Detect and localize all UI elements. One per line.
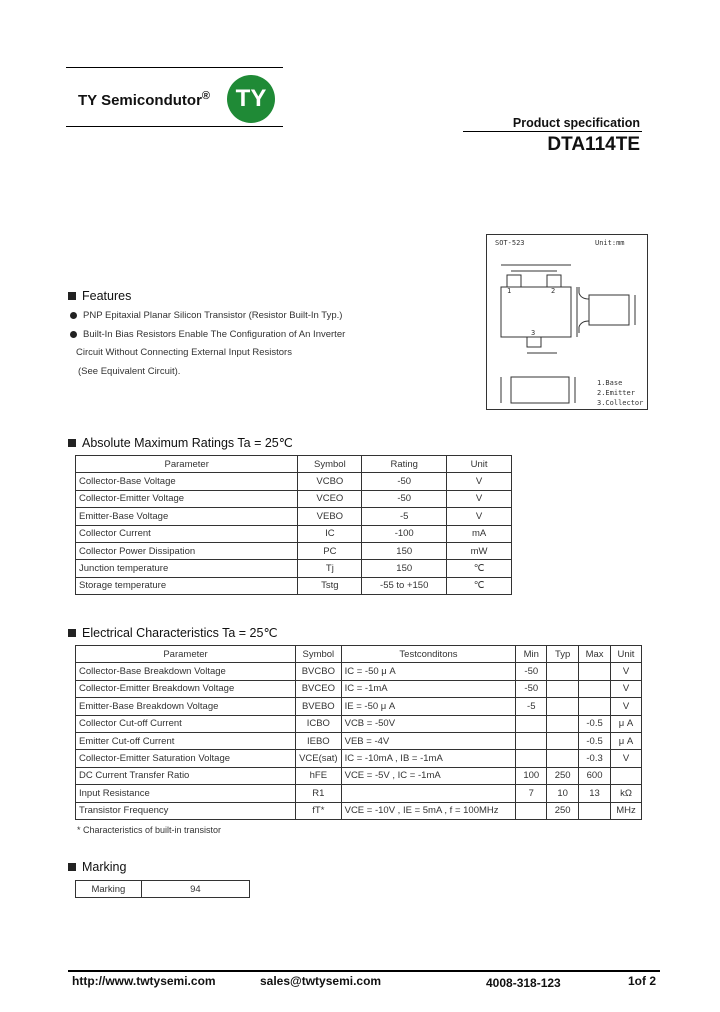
table-cell: Tj	[298, 560, 362, 577]
table-cell: 250	[547, 802, 579, 819]
table-cell: Emitter-Base Voltage	[76, 508, 298, 525]
pin-2-label: 2.Emitter	[597, 389, 635, 397]
table-cell	[547, 732, 579, 749]
section-bullet-icon	[68, 439, 76, 447]
footer-email[interactable]: sales@twtysemi.com	[260, 974, 382, 988]
table-cell: BVCBO	[296, 663, 342, 680]
marking-heading: Marking	[68, 860, 126, 874]
product-spec-label: Product specification	[512, 116, 640, 130]
table-cell: VCE = -10V , IE = 5mA , f = 100MHz	[341, 802, 516, 819]
table-cell: 10	[547, 785, 579, 802]
pin-3-label: 3.Collector	[597, 399, 644, 407]
table-cell: VEBO	[298, 508, 362, 525]
table-cell: VCEO	[298, 490, 362, 507]
table-cell: BVEBO	[296, 698, 342, 715]
table-cell: 150	[362, 560, 447, 577]
table-cell: mW	[447, 542, 512, 559]
table-cell: 100	[516, 767, 547, 784]
table-cell: Tstg	[298, 577, 362, 594]
table-cell	[547, 750, 579, 767]
table-cell: Emitter Cut-off Current	[76, 732, 296, 749]
table-cell: BVCEO	[296, 680, 342, 697]
feature-item-2: Built-In Bias Resistors Enable The Configuration of An Inverter	[70, 329, 345, 340]
table-row	[76, 785, 642, 802]
table-cell: VEB = -4V	[341, 732, 516, 749]
table-cell	[579, 802, 611, 819]
table-cell: IC = -10mA , IB = -1mA	[341, 750, 516, 767]
column-header: Parameter	[76, 456, 298, 473]
table-cell	[579, 680, 611, 697]
brand-name: TY Semicondutor®	[78, 90, 211, 109]
table-row	[76, 680, 642, 697]
svg-text:1: 1	[507, 287, 512, 295]
table-row	[76, 508, 512, 525]
table-cell: VCE(sat)	[296, 750, 342, 767]
section-bullet-icon	[68, 292, 76, 300]
footer-phone: 4008-318-123	[486, 976, 561, 990]
table-cell	[516, 802, 547, 819]
table-cell: IC = -50 μ A	[341, 663, 516, 680]
table-cell: Collector-Base Voltage	[76, 473, 298, 490]
table-cell: -0.5	[579, 732, 611, 749]
table-cell: Collector Current	[76, 525, 298, 542]
table-row	[76, 881, 250, 898]
feature-item-1: PNP Epitaxial Planar Silicon Transistor (Resistor Built-In Typ.)	[70, 310, 342, 321]
table-cell: -50	[516, 680, 547, 697]
footer-page: 1of 2	[628, 974, 657, 988]
package-side-view-icon	[493, 375, 583, 407]
table-row	[76, 715, 642, 732]
table-row	[76, 525, 512, 542]
table-cell: 13	[579, 785, 611, 802]
table-cell: 7	[516, 785, 547, 802]
table-cell	[516, 715, 547, 732]
table-cell: IC = -1mA	[341, 680, 516, 697]
table-cell: Collector-Base Breakdown Voltage	[76, 663, 296, 680]
table-cell: V	[611, 698, 642, 715]
feature-continuation-1: Circuit Without Connecting External Input Resistors	[76, 347, 292, 358]
section-bullet-icon	[68, 863, 76, 871]
feature-bullet-icon	[70, 331, 77, 338]
table-cell: Collector Cut-off Current	[76, 715, 296, 732]
table-cell: kΩ	[611, 785, 642, 802]
column-header: Typ	[547, 646, 579, 663]
table-cell: PC	[298, 542, 362, 559]
table-cell: 150	[362, 542, 447, 559]
table-cell	[579, 663, 611, 680]
table-cell: Transistor Frequency	[76, 802, 296, 819]
table-cell	[579, 698, 611, 715]
pin-1-label: 1.Base	[597, 379, 623, 387]
table-cell: -0.3	[579, 750, 611, 767]
table-cell: -50	[362, 473, 447, 490]
table-cell: Junction temperature	[76, 560, 298, 577]
table-row	[76, 750, 642, 767]
marking-table	[75, 880, 250, 898]
table-cell: Collector-Emitter Voltage	[76, 490, 298, 507]
column-header: Testconditons	[341, 646, 516, 663]
feature-continuation-2: (See Equivalent Circuit).	[78, 366, 181, 377]
table-cell: Storage temperature	[76, 577, 298, 594]
table-row	[76, 490, 512, 507]
table-cell: 250	[547, 767, 579, 784]
package-name: SOT-523	[495, 239, 525, 247]
table-cell: V	[447, 490, 512, 507]
table-cell: Emitter-Base Breakdown Voltage	[76, 698, 296, 715]
table-cell: Collector Power Dissipation	[76, 542, 298, 559]
table-cell: V	[447, 508, 512, 525]
table-cell: -5	[362, 508, 447, 525]
elec-table	[75, 645, 642, 820]
table-row	[76, 560, 512, 577]
section-bullet-icon	[68, 629, 76, 637]
table-cell: IE = -50 μ A	[341, 698, 516, 715]
feature-bullet-icon	[70, 312, 77, 319]
svg-text:2: 2	[551, 287, 556, 295]
table-row	[76, 802, 642, 819]
package-drawing	[486, 234, 648, 410]
abs-max-table	[75, 455, 512, 595]
marking-label: Marking	[76, 881, 142, 898]
table-row	[76, 542, 512, 559]
table-cell: 600	[579, 767, 611, 784]
column-header: Symbol	[296, 646, 342, 663]
table-cell: -100	[362, 525, 447, 542]
table-cell: IEBO	[296, 732, 342, 749]
column-header: Unit	[447, 456, 512, 473]
features-heading: Features	[68, 289, 131, 303]
table-cell: VCE = -5V , IC = -1mA	[341, 767, 516, 784]
table-cell: mA	[447, 525, 512, 542]
table-cell	[341, 785, 516, 802]
table-cell: Collector-Emitter Saturation Voltage	[76, 750, 296, 767]
svg-text:3: 3	[531, 329, 536, 337]
table-row	[76, 698, 642, 715]
package-outline-icon	[487, 249, 645, 379]
table-cell: hFE	[296, 767, 342, 784]
column-header: Unit	[611, 646, 642, 663]
company-logo	[227, 75, 275, 123]
table-row	[76, 577, 512, 594]
table-cell: V	[611, 663, 642, 680]
table-cell: -50	[362, 490, 447, 507]
table-row	[76, 767, 642, 784]
table-cell	[516, 732, 547, 749]
column-header: Max	[579, 646, 611, 663]
table-cell: MHz	[611, 802, 642, 819]
table-row	[76, 473, 512, 490]
marking-value: 94	[141, 881, 249, 898]
table-cell: -0.5	[579, 715, 611, 732]
elec-footnote: * Characteristics of built-in transistor	[77, 825, 222, 835]
table-cell: -5	[516, 698, 547, 715]
table-cell	[547, 698, 579, 715]
table-cell: VCB = -50V	[341, 715, 516, 732]
table-cell: IC	[298, 525, 362, 542]
table-cell: V	[611, 750, 642, 767]
package-unit: Unit:mm	[595, 239, 625, 247]
table-cell: -50	[516, 663, 547, 680]
header-rule	[66, 126, 283, 127]
column-header: Symbol	[298, 456, 362, 473]
table-cell: ICBO	[296, 715, 342, 732]
footer-url[interactable]: http://www.twtysemi.com	[72, 974, 216, 988]
table-cell: Input Resistance	[76, 785, 296, 802]
column-header: Rating	[362, 456, 447, 473]
table-cell: μ A	[611, 732, 642, 749]
table-cell: fT*	[296, 802, 342, 819]
table-cell	[547, 680, 579, 697]
table-cell: -55 to +150	[362, 577, 447, 594]
table-cell: DC Current Transfer Ratio	[76, 767, 296, 784]
elec-heading: Electrical Characteristics Ta = 25℃	[68, 625, 277, 640]
logo-text: TY	[235, 85, 267, 112]
table-header-row	[76, 646, 642, 663]
table-cell	[516, 750, 547, 767]
table-cell	[547, 715, 579, 732]
table-header-row	[76, 456, 512, 473]
column-header: Min	[516, 646, 547, 663]
table-cell: V	[447, 473, 512, 490]
abs-max-heading: Absolute Maximum Ratings Ta = 25℃	[68, 435, 293, 450]
table-row	[76, 732, 642, 749]
header-top-rule	[66, 67, 283, 68]
table-cell: ℃	[447, 577, 512, 594]
footer-rule	[68, 970, 660, 972]
table-cell: Collector-Emitter Breakdown Voltage	[76, 680, 296, 697]
header-right-rule	[463, 131, 642, 132]
part-number: DTA114TE	[547, 134, 640, 155]
table-cell: V	[611, 680, 642, 697]
table-cell: ℃	[447, 560, 512, 577]
table-cell	[547, 663, 579, 680]
table-cell	[611, 767, 642, 784]
column-header: Parameter	[76, 646, 296, 663]
table-cell: μ A	[611, 715, 642, 732]
table-cell: VCBO	[298, 473, 362, 490]
table-cell: R1	[296, 785, 342, 802]
table-row	[76, 663, 642, 680]
